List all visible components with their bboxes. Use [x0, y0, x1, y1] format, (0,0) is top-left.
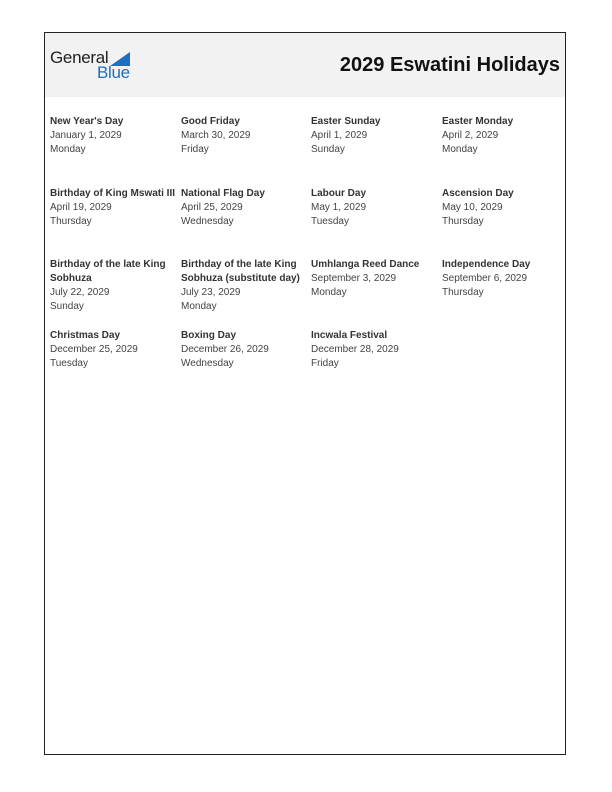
holiday-weekday: Thursday: [50, 216, 92, 227]
holiday-name: National Flag Day: [181, 188, 265, 199]
holiday-weekday: Monday: [311, 287, 347, 298]
holiday-weekday: Thursday: [442, 287, 484, 298]
holiday-weekday: Wednesday: [181, 358, 234, 369]
holiday-name: Easter Sunday: [311, 116, 381, 127]
holiday-weekday: Monday: [181, 301, 217, 312]
holiday-date: December 28, 2029: [311, 344, 399, 355]
holiday-name: Good Friday: [181, 116, 240, 127]
holiday-item: [181, 115, 309, 157]
logo: [50, 49, 140, 83]
holiday-weekday: Monday: [50, 144, 86, 155]
holiday-date: April 1, 2029: [311, 130, 368, 141]
holiday-grid: [50, 115, 570, 415]
holiday-name: Easter Monday: [442, 116, 514, 127]
holiday-item: [311, 115, 439, 157]
holiday-date: May 1, 2029: [311, 202, 367, 213]
logo-word-general: General: [50, 48, 109, 67]
holiday-item: [50, 187, 178, 229]
holiday-date: April 2, 2029: [442, 130, 499, 141]
holiday-item: [442, 187, 570, 229]
holiday-item: [50, 329, 178, 371]
holiday-name: Independence Day: [442, 259, 531, 270]
holiday-item: [442, 115, 570, 157]
holiday-weekday: Sunday: [311, 144, 345, 155]
holiday-weekday: Tuesday: [50, 358, 88, 369]
holiday-item: [50, 115, 178, 157]
holiday-date: May 10, 2029: [442, 202, 503, 213]
holiday-item: [311, 187, 439, 229]
holiday-date: December 25, 2029: [50, 344, 138, 355]
holiday-date: July 23, 2029: [181, 287, 241, 298]
holiday-name: Umhlanga Reed Dance: [311, 259, 420, 270]
holiday-name: Boxing Day: [181, 330, 237, 341]
holiday-name: New Year's Day: [50, 116, 124, 127]
holiday-name: Birthday of King Mswati III: [50, 188, 176, 199]
header: [45, 33, 565, 97]
holiday-date: January 1, 2029: [50, 130, 122, 141]
holiday-item: [311, 258, 439, 300]
holiday-date: July 22, 2029: [50, 287, 110, 298]
holiday-item: [311, 329, 439, 371]
holiday-date: April 19, 2029: [50, 202, 112, 213]
holiday-name: Labour Day: [311, 188, 367, 199]
holiday-name: Christmas Day: [50, 330, 121, 341]
holiday-item: [181, 329, 309, 371]
holiday-weekday: Wednesday: [181, 216, 234, 227]
holiday-date: April 25, 2029: [181, 202, 243, 213]
page-frame: [44, 32, 566, 755]
holiday-weekday: Friday: [181, 144, 209, 155]
holiday-name: Ascension Day: [442, 188, 514, 199]
holiday-item: [442, 258, 570, 300]
holiday-weekday: Friday: [311, 358, 339, 369]
holiday-name: Birthday of the late King Sobhuza: [50, 259, 166, 284]
holiday-weekday: Monday: [442, 144, 478, 155]
holiday-item: [181, 258, 309, 314]
holiday-date: September 3, 2029: [311, 273, 397, 284]
holiday-name: Birthday of the late King Sobhuza (substitute day): [181, 259, 300, 284]
holiday-weekday: Thursday: [442, 216, 484, 227]
holiday-weekday: Tuesday: [311, 216, 349, 227]
holiday-item: [50, 258, 178, 314]
page-title: 2029 Eswatini Holidays: [339, 54, 560, 76]
holiday-item: [181, 187, 309, 229]
holiday-weekday: Sunday: [50, 301, 84, 312]
holiday-date: March 30, 2029: [181, 130, 251, 141]
holiday-name: Incwala Festival: [311, 330, 388, 341]
holiday-date: December 26, 2029: [181, 344, 269, 355]
holiday-date: September 6, 2029: [442, 273, 528, 284]
logo-word-blue: Blue: [97, 63, 130, 82]
